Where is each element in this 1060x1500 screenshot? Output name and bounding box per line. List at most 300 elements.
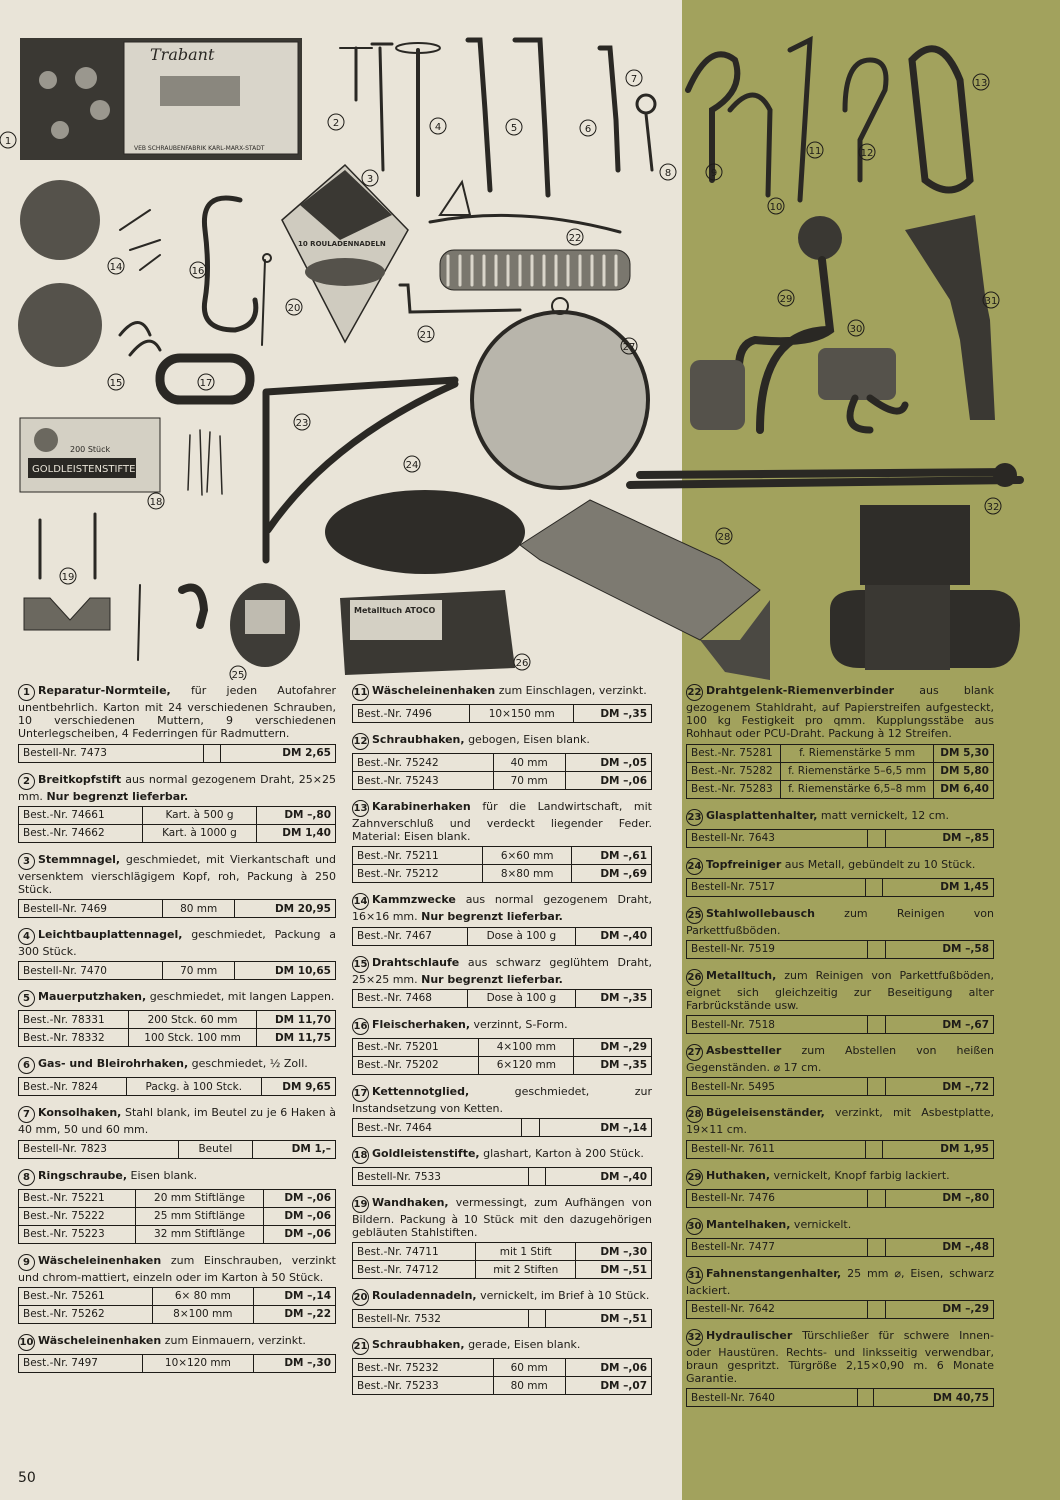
item-name: Reparatur-Normteile, [38,684,171,697]
box-caption-text: VEB SCHRAUBENFABRIK KARL-MARX-STADT [134,145,265,152]
entry-description [18,853,336,896]
item-text: Stahl blank, im Beutel zu je 6 Haken à 40 mm, 50 und 60 mm. [18,1106,336,1137]
catalog-entry [18,990,336,1047]
price-cell: DM –,48 [885,1238,993,1256]
order-row [353,847,652,865]
entry-description [686,1218,994,1235]
order-row [353,1377,652,1395]
order-row [19,1029,336,1047]
entry-description [18,1334,336,1351]
size-cell: Dose à 100 g [468,927,576,945]
size-cell [868,1078,886,1096]
item-text: zum Einmauern, verzinkt. [161,1333,306,1347]
order-number-cell: Best.-Nr. 75232 [353,1359,494,1377]
catalog-entry [352,893,652,945]
order-row [353,1168,652,1186]
callout-16: 16 [191,266,205,277]
item-number-badge: 31 [686,1267,703,1284]
item-name: Wäscheleinenhaken [38,1333,162,1347]
catalog-entry [18,1057,336,1096]
item-text: gerade, Eisen blank. [464,1338,581,1352]
repair-parts-box-image [20,38,302,160]
catalog-entry [18,1169,336,1244]
order-row [19,1140,336,1158]
entry-description [352,1289,652,1306]
entry-description [352,1338,652,1355]
order-table [352,1309,652,1328]
callout-28: 28 [717,532,731,543]
order-row [19,1305,336,1323]
price-cell: DM 2,65 [221,744,336,762]
order-row [687,878,994,896]
item-name: Topfreiniger [706,857,782,871]
entry-description [686,1267,994,1297]
entry-description [18,684,336,741]
order-table [352,1167,652,1186]
item-number-badge: 2 [18,773,35,790]
order-number-cell: Best.-Nr. 75261 [19,1287,153,1305]
item-name: Breitkopfstift [38,772,122,786]
order-row [687,1300,994,1318]
order-row [19,824,336,842]
order-row [687,780,994,798]
order-table [18,1189,336,1244]
item-name: Drahtgelenk-Riemenverbinder [706,684,895,697]
item-name: Bügeleisenständer, [706,1106,825,1120]
price-cell: DM –,40 [546,1168,652,1186]
price-cell: DM 11,75 [257,1029,336,1047]
callout-17: 17 [199,378,213,389]
item-number-badge: 16 [352,1018,369,1035]
item-number-badge: 19 [352,1196,369,1213]
item-text: zum Einschrauben, verzinkt und chrom-mattiert, einzeln oder im Karton à 50 Stück. [18,1253,336,1284]
order-row [353,772,652,790]
catalog-entry [686,1106,994,1158]
size-cell: Beutel [179,1140,253,1158]
callout-27: 27 [622,342,636,353]
price-cell: DM –,69 [571,865,651,883]
order-row [19,1189,336,1207]
item-text: matt vernickelt, 12 cm. [817,808,949,822]
catalog-entry [686,684,994,799]
item-number-badge: 8 [18,1169,35,1186]
order-table [352,1358,652,1395]
order-row [353,705,652,723]
item-number-badge: 22 [686,684,703,701]
entry-description [686,1106,994,1136]
catalog-entry [352,956,652,1008]
item-number-badge: 25 [686,907,703,924]
price-cell: DM –,30 [576,1243,652,1261]
price-cell: DM –,06 [565,1359,651,1377]
order-table [352,1242,652,1279]
price-cell: DM –,06 [264,1207,336,1225]
price-cell: DM –,29 [574,1038,652,1056]
entry-description [686,1169,994,1186]
order-number-cell: Best.-Nr. 75211 [353,847,483,865]
item-text: aus schwarz geglühtem Draht, 25×25 mm. [352,955,652,986]
order-row [19,744,336,762]
order-number-cell: Best.-Nr. 7464 [353,1119,522,1137]
price-cell: DM 5,80 [933,762,993,780]
order-table [18,1354,336,1373]
catalog-entry [352,800,652,883]
catalog-entry [686,1044,994,1096]
item-note: Nur begrenzt lieferbar. [46,789,189,803]
item-text: vernickelt, Knopf farbig lackiert. [770,1168,950,1182]
rouladen-pack-text: 10 ROULADENNADELN [298,240,386,248]
catalog-entry [686,858,994,897]
size-cell: Dose à 100 g [468,989,576,1007]
item-text: aus Metall, gebündelt zu 10 Stück. [781,857,976,871]
order-number-cell: Best.-Nr. 7467 [353,927,468,945]
order-table [18,1077,336,1096]
size-cell: 6× 80 mm [152,1287,253,1305]
item-name: Gas- und Bleirohrhaken, [38,1057,189,1071]
product-photo-area [0,0,1060,680]
order-number-cell: Best.-Nr. 7824 [19,1078,127,1096]
callout-26: 26 [515,658,529,669]
size-cell: 100 Stck. 100 mm [129,1029,257,1047]
callout-1: 1 [4,136,12,147]
order-number-cell: Best.-Nr. 75202 [353,1056,479,1074]
item-text: zum Reinigen von Parkettfußböden, eignet sich gleichzeitig zur Beseitigung alter Farbrückstände usw. [686,968,994,1013]
item-name: Leichtbauplattennagel, [38,928,183,942]
price-cell: DM –,14 [540,1119,652,1137]
size-cell [865,1140,882,1158]
price-cell: DM –,35 [574,705,652,723]
item-name: Rouladennadeln, [372,1289,477,1303]
catalog-entry [18,1254,336,1324]
item-number-badge: 32 [686,1329,703,1346]
item-name: Goldleistenstifte, [372,1147,480,1161]
catalog-entry [352,684,652,723]
item-text: geschmiedet, mit langen Lappen. [146,990,335,1004]
order-number-cell: Bestell-Nr. 7518 [687,1016,868,1034]
size-cell: 8×100 mm [152,1305,253,1323]
size-cell [868,1189,886,1207]
price-cell: DM –,14 [253,1287,335,1305]
catalog-entry [18,1334,336,1373]
order-number-cell: Best.-Nr. 75233 [353,1377,494,1395]
order-table [352,927,652,946]
item-text: glashart, Karton à 200 Stück. [479,1147,644,1161]
catalog-entry [686,1169,994,1208]
callout-3: 3 [366,174,374,185]
catalog-entry [352,1085,652,1137]
price-cell: DM 40,75 [874,1389,994,1407]
price-cell: DM –,61 [571,847,651,865]
item-name: Stahlwollebausch [706,906,815,920]
size-cell: 200 Stck. 60 mm [129,1011,257,1029]
order-number-cell: Bestell-Nr. 7532 [353,1310,529,1328]
order-number-cell: Best.-Nr. 78331 [19,1011,129,1029]
order-table [352,989,652,1008]
order-row [353,865,652,883]
box-brand-text: Trabant [150,45,215,64]
price-cell: DM 1,– [252,1140,335,1158]
order-row [353,754,652,772]
order-row [687,744,994,762]
size-cell [521,1119,539,1137]
order-number-cell: Best.-Nr. 7497 [19,1354,143,1372]
order-row [687,1238,994,1256]
order-row [353,1038,652,1056]
order-row [19,1354,336,1372]
size-cell: 8×80 mm [483,865,572,883]
item-number-badge: 10 [18,1334,35,1351]
item-note: Nur begrenzt lieferbar. [421,972,563,986]
item-name: Drahtschlaufe [372,955,460,969]
order-table [18,1010,336,1047]
order-number-cell: Bestell-Nr. 7470 [19,962,163,980]
order-row [19,962,336,980]
item-name: Schraubhaken, [372,733,465,746]
price-cell: DM 1,45 [882,878,993,896]
item-text: 25 mm ⌀, Eisen, schwarz lackiert. [686,1266,994,1297]
size-cell: f. Riemenstärke 6,5–8 mm [781,780,934,798]
callout-30: 30 [849,324,863,335]
catalog-entry [686,1218,994,1257]
price-cell: DM –,06 [264,1225,336,1243]
callout-20: 20 [287,303,301,314]
price-cell: DM –,29 [885,1300,993,1318]
order-number-cell: Bestell-Nr. 7477 [687,1238,868,1256]
order-table [686,1189,994,1208]
callout-10: 10 [769,202,783,213]
order-row [687,1140,994,1158]
order-table [352,1118,652,1137]
item-name: Schraubhaken, [372,1338,465,1352]
item-text: zum Abstellen von heißen Gegenständen. ⌀ 17 cm. [686,1044,994,1075]
size-cell: mit 2 Stiften [476,1261,576,1279]
item-number-badge: 15 [352,956,369,973]
price-cell: DM 1,95 [882,1140,993,1158]
order-number-cell: Best.-Nr. 75212 [353,865,483,883]
price-cell: DM –,06 [565,772,651,790]
order-number-cell: Bestell-Nr. 7611 [687,1140,866,1158]
price-cell: DM 10,65 [234,962,335,980]
order-table [352,753,652,790]
order-number-cell: Best.-Nr. 75282 [687,762,781,780]
callout-22: 22 [568,233,582,244]
price-cell: DM 5,30 [933,744,993,762]
item-number-badge: 7 [18,1106,35,1123]
size-cell: 20 mm Stiftlänge [135,1189,264,1207]
item-number-badge: 11 [352,684,369,701]
order-table [18,1287,336,1324]
catalog-entry [18,853,336,918]
size-cell: 32 mm Stiftlänge [135,1225,264,1243]
size-cell [529,1310,546,1328]
entry-description [686,809,994,826]
size-cell: 10×150 mm [469,705,573,723]
order-row [353,989,652,1007]
entry-description [352,1018,652,1035]
entry-description [352,1147,652,1164]
order-table [18,744,336,763]
order-table [686,829,994,848]
item-name: Huthaken, [706,1168,771,1182]
order-number-cell: Bestell-Nr. 7519 [687,940,868,958]
item-text: verzinkt, mit Asbestplatte, 19×11 cm. [686,1106,994,1137]
catalog-entry [18,1106,336,1158]
item-number-badge: 13 [352,800,369,817]
entry-description [352,1196,652,1239]
item-text: verzinnt, S-Form. [470,1017,568,1031]
entry-description [686,858,994,875]
callout-23: 23 [295,418,309,429]
callout-8: 8 [664,168,672,179]
item-name: Metalltuch, [706,968,777,982]
order-table [686,1015,994,1034]
item-name: Wäscheleinenhaken [372,684,496,697]
entry-description [352,956,652,986]
price-cell: DM –,58 [885,940,993,958]
item-number-badge: 5 [18,990,35,1007]
order-table [18,806,336,843]
size-cell: 6×120 mm [479,1056,574,1074]
entry-description [18,1057,336,1074]
callout-9: 9 [710,168,718,179]
entry-description [686,907,994,937]
size-cell [857,1389,874,1407]
entry-description [352,800,652,843]
catalog-entry [686,809,994,848]
order-number-cell: Bestell-Nr. 7642 [687,1300,868,1318]
order-table [686,744,994,799]
item-number-badge: 27 [686,1044,703,1061]
catalog-entry [686,1267,994,1319]
entry-description [686,969,994,1012]
order-row [353,1056,652,1074]
catalog-entry [686,1329,994,1408]
item-name: Wandhaken, [372,1196,449,1210]
item-number-badge: 6 [18,1057,35,1074]
item-text: aus blank gezogenem Stahldraht, auf Papierstreifen aufgesteckt, 100 kg Festigkeit pro qmm. Kupplungsstäbe aus Rohhaut oder PCU-Draht. Packung à 12 Streifen. [686,684,994,741]
order-row [687,762,994,780]
size-cell: f. Riemenstärke 5–6,5 mm [781,762,934,780]
order-table [18,961,336,980]
item-number-badge: 29 [686,1169,703,1186]
item-name: Ringschraube, [38,1168,128,1182]
callout-5: 5 [510,123,518,134]
item-text: Eisen blank. [127,1168,198,1182]
callout-7: 7 [630,74,638,85]
item-name: Wäscheleinenhaken [38,1253,162,1267]
order-number-cell: Best.-Nr. 74662 [19,824,143,842]
order-table [686,878,994,897]
item-number-badge: 30 [686,1218,703,1235]
entry-description [18,1169,336,1186]
item-number-badge: 3 [18,853,35,870]
size-cell: Packg. à 100 Stck. [126,1078,261,1096]
item-name: Stemmnagel, [38,852,121,866]
item-note: Nur begrenzt lieferbar. [421,910,563,924]
order-number-cell: Best.-Nr. 75283 [687,780,781,798]
callout-19: 19 [61,572,75,583]
order-row [353,1261,652,1279]
callout-6: 6 [584,124,592,135]
order-table [686,1140,994,1159]
order-table [18,899,336,918]
catalog-entry [352,1018,652,1075]
price-cell: DM –,05 [565,754,651,772]
catalog-entry [18,773,336,843]
price-cell: DM –,51 [576,1261,652,1279]
price-cell: DM –,40 [575,927,651,945]
catalog-entry [352,1196,652,1279]
size-cell: 80 mm [163,900,235,918]
item-name: Asbestteller [706,1044,782,1058]
item-text: geschmiedet, mit Vierkantschaft und versenktem vierschlägigem Kopf, roh, Packung à 250 Stück. [18,852,336,897]
size-cell [529,1168,546,1186]
order-number-cell: Bestell-Nr. 7473 [19,744,204,762]
price-cell: DM –,72 [885,1078,993,1096]
catalog-entry [352,1338,652,1395]
order-row [687,1389,994,1407]
item-text: geschmiedet, ½ Zoll. [188,1057,308,1071]
catalog-entry [686,907,994,959]
item-number-badge: 4 [18,928,35,945]
item-text: Türschließer für schwere Innen- oder Haustüren. Rechts- und linksseitig verwendbar, braun gespritzt. Türgröße 2,15×0,90 m. 6 Monate Garantie. [686,1328,994,1386]
order-row [19,806,336,824]
item-number-badge: 9 [18,1254,35,1271]
item-number-badge: 18 [352,1147,369,1164]
order-number-cell: Best.-Nr. 74661 [19,806,143,824]
item-text: geschmiedet, zur Instandsetzung von Ketten. [352,1084,652,1115]
order-row [687,940,994,958]
order-row [353,1119,652,1137]
order-number-cell: Best.-Nr. 7496 [353,705,470,723]
item-text: vermessingt, zum Aufhängen von Bildern. Packung à 10 Stück mit den dazugehörigen gebläuten Stahlstiften. [352,1196,652,1240]
price-cell: DM 11,70 [257,1011,336,1029]
page-number: 50 [18,1470,36,1486]
item-text: gebogen, Eisen blank. [464,733,590,746]
price-cell: DM 9,65 [261,1078,335,1096]
entry-description [352,733,652,750]
item-name: Fleischerhaken, [372,1017,471,1031]
item-name: Karabinerhaken [372,800,471,813]
item-text: für jeden Autofahrer unentbehrlich. Karton mit 24 verschiedenen Schrauben, 10 verschiedenen Muttern, 9 verschiedenen Unterlegscheiben, 4 Federringen für Radmuttern. [18,684,336,741]
entry-description [18,1106,336,1136]
size-cell: 10×120 mm [143,1354,254,1372]
order-row [353,1243,652,1261]
entry-description [18,990,336,1007]
callout-2: 2 [332,118,340,129]
order-number-cell: Bestell-Nr. 7640 [687,1389,858,1407]
item-name: Konsolhaken, [38,1106,122,1120]
item-text: vernickelt. [790,1217,852,1231]
order-table [352,846,652,883]
catalog-entry [18,928,336,980]
order-number-cell: Bestell-Nr. 7517 [687,878,866,896]
catalog-entry [18,684,336,763]
item-number-badge: 12 [352,733,369,750]
callout-14: 14 [109,262,123,273]
callout-13: 13 [974,78,988,89]
price-cell: DM –,35 [575,989,651,1007]
size-cell: 6×60 mm [483,847,572,865]
order-table [686,1300,994,1319]
catalog-column-right [686,684,994,1417]
order-row [353,927,652,945]
order-row [19,1207,336,1225]
item-number-badge: 20 [352,1289,369,1306]
price-cell: DM –,51 [546,1310,652,1328]
goldleisten-box-text: GOLDLEISTENSTIFTE [32,464,136,475]
size-cell: 25 mm Stiftlänge [135,1207,264,1225]
